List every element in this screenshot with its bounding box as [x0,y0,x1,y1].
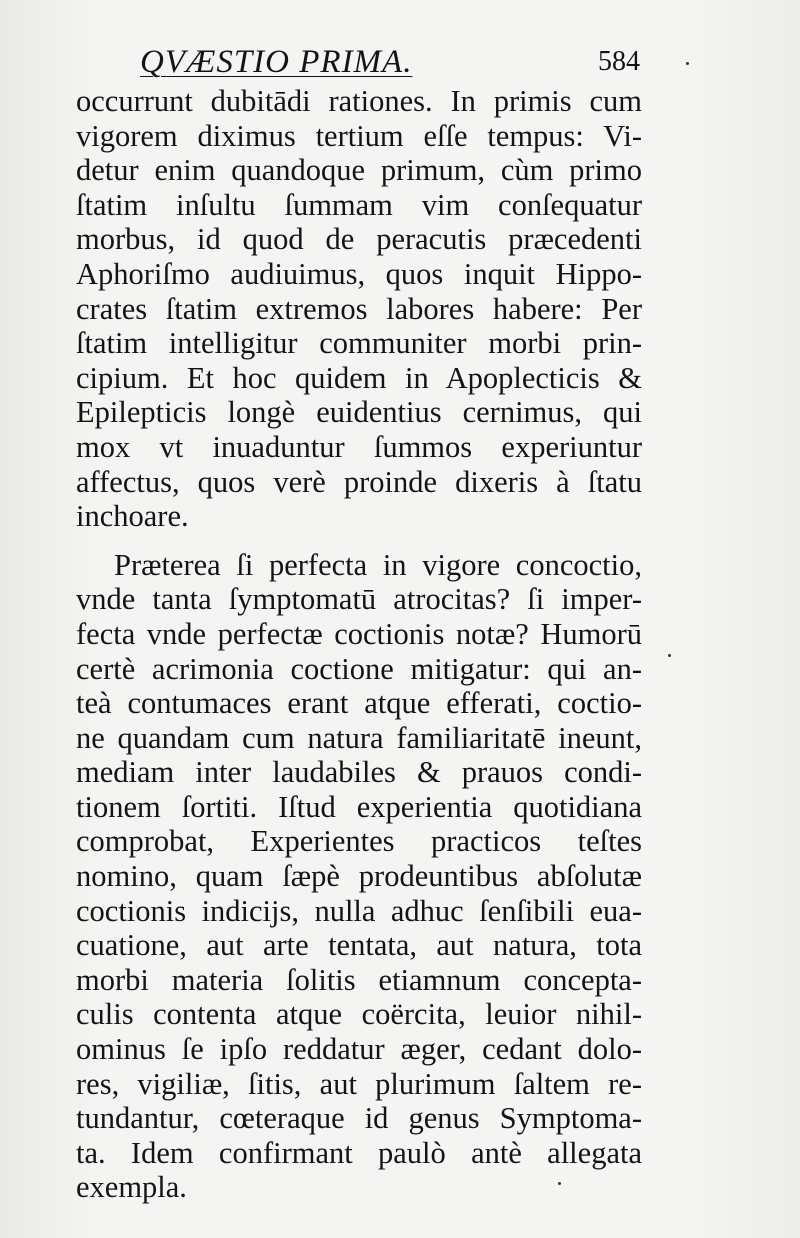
paragraph-2 [76,548,642,1205]
text-line: ominus ſe ipſo reddatur æger, cedant dolo- [76,1032,642,1067]
text-line: affectus, quos verè proinde dixeris à ſtatu [76,464,642,499]
text-line: culis contenta atque coërcita, leuior nihil- [76,997,642,1032]
paragraph-gap [76,534,642,548]
text-line: Aphoriſmo audiuimus, quos inquit Hippo- [76,256,642,291]
text-line: certè acrimonia coctione mitigatur: qui an- [76,651,642,686]
text-line: exempla. [76,1170,187,1205]
text-line: nomino, quam ſæpè prodeuntibus abſolutæ [76,859,642,894]
text-line: ſtatim inſultu ſummam vim conſequatur [76,187,642,222]
running-head: QVÆSTIO PRIMA. [140,44,413,80]
text-line: coctionis indicijs, nulla adhuc ſenſibili eua- [76,893,642,928]
text-line: crates ſtatim extremos labores habere: Per [76,291,642,326]
text-line: teà contumaces erant atque efferati, coctio- [76,686,642,721]
page-header [140,44,640,84]
text-line: Præterea ſi perfecta in vigore concoctio, [114,547,642,582]
text-line: vigorem diximus tertium eſſe tempus: Vi- [76,118,642,153]
text-line: vnde tanta ſymptomatū atrocitas? ſi imper- [76,582,642,617]
text-line: tionem ſortiti. Iſtud experientia quotidiana [76,789,642,824]
ink-speck [558,1182,561,1185]
body-text [76,84,642,1205]
text-line: mediam inter laudabiles & prauos condi- [76,755,642,790]
ink-speck [668,654,671,657]
text-line: morbus, id quod de peracutis præcedenti [76,222,642,257]
text-line: mox vt inuaduntur ſummos experiuntur [76,429,642,464]
text-line: occurrunt dubitādi rationes. In primis cum [76,84,642,118]
text-line: tundantur, cœteraque id genus Symptoma- [76,1101,642,1136]
page-number: 584 [598,46,640,77]
text-line: Epilepticis longè euidentius cernimus, qui [76,395,642,430]
text-line: ta. Idem confirmant paulò antè allegata [76,1135,642,1170]
text-line: cuatione, aut arte tentata, aut natura, tota [76,928,642,963]
text-line: cipium. Et hoc quidem in Apoplecticis & [76,360,642,395]
text-line: fecta vnde perfectæ coctionis notæ? Humorū [76,616,642,651]
text-line: comprobat, Experientes practicos teſtes [76,824,642,859]
text-line: res, vigiliæ, ſitis, aut plurimum ſaltem re- [76,1066,642,1101]
paragraph-1 [76,84,642,534]
text-line: morbi materia ſolitis etiamnum concepta- [76,962,642,997]
ink-speck [686,62,689,65]
text-line: ſtatim intelligitur communiter morbi prin- [76,326,642,361]
text-line: inchoare. [76,499,189,534]
text-line: ne quandam cum natura familiaritatē ineunt, [76,720,642,755]
text-line: detur enim quandoque primum, cùm primo [76,153,642,188]
